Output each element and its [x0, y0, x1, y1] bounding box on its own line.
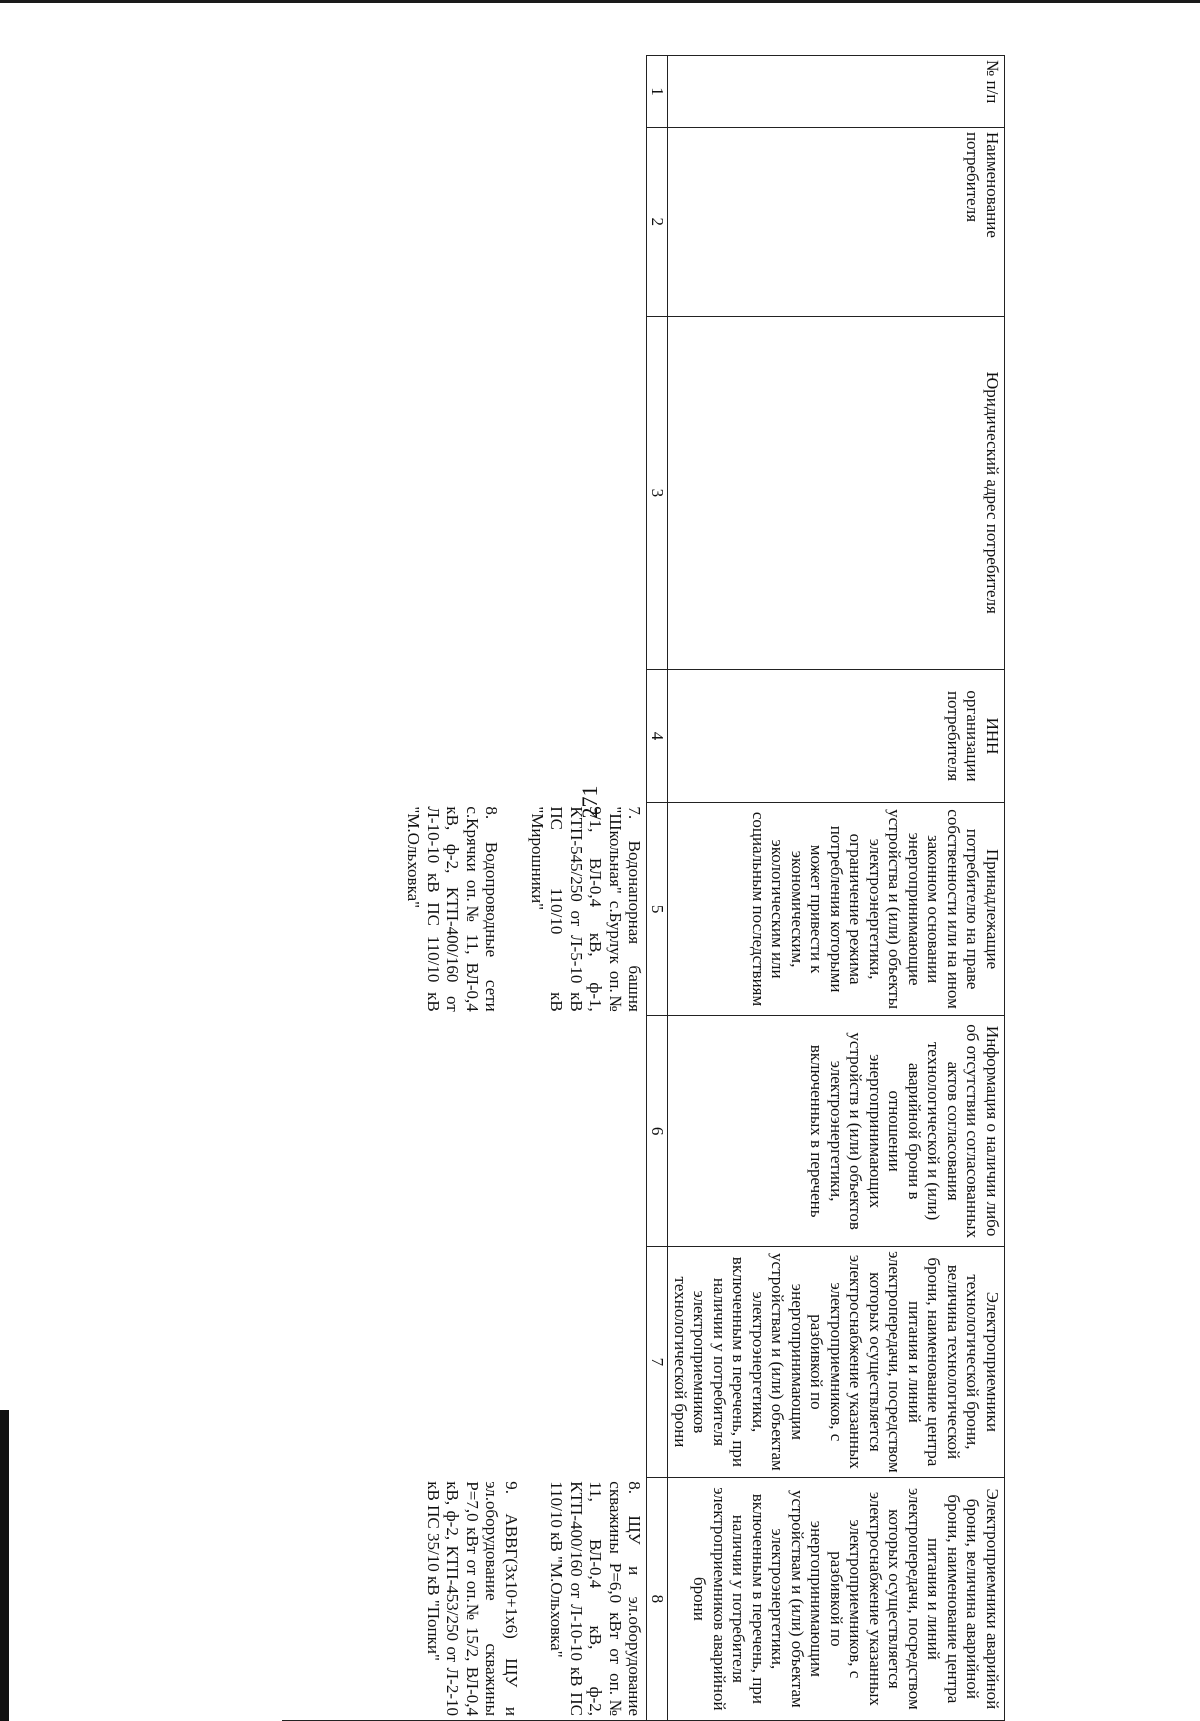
header-emergency-reserve: Электроприемники аварийной брони, величина аварийной брони, наименование центра питания и линий электропередачи, посредством которых осуществляется электроснабжение указанных электроприемников, с разбивкой по энергопринимающим устройствам и (или) объектам электроэнергетики, включенным в перечень, при наличии у потребителя электроприемников аварийной брони: [668, 1477, 1005, 1720]
cell-empty: [283, 1016, 648, 1247]
cell-empty: [283, 56, 648, 128]
header-legal-address: Юридический адрес потребителя: [668, 316, 1005, 670]
column-number: 5: [647, 802, 668, 1015]
cell-emergency-reserve: [283, 1477, 648, 1720]
cell-empty: [283, 670, 648, 803]
column-number: 2: [647, 127, 668, 316]
cell-empty: [283, 316, 648, 670]
device-entry: 8. Водопроводные сети с.Крячки оп.№ 11, ВЛ-0,4 кВ, ф-2, КТП-400/160 от Л-10-10 кВ ПС 110/10 кВ "М.Ольховка": [404, 806, 502, 1012]
consumer-table: [283, 55, 1006, 1721]
scan-left-edge: [0, 1410, 9, 1721]
header-devices: Принадлежащие потребителю на праве собственности или на ином законном основании энергопринимающие устройства и (или) объекты электроэнергетики, ограничение режима потребления которыми может привести к экономическим, экологическим или социальным последствиям: [668, 802, 1005, 1015]
column-number: 1: [647, 56, 668, 128]
scan-top-edge: [0, 0, 1200, 3]
header-consumer-name: Наименование потребителя: [668, 127, 1005, 316]
cell-empty: [283, 1247, 648, 1478]
device-entry: 7. Водонапорная башня "Школьная" с.Бурлук оп.№ 9/1, ВЛ-0,4 кВ, ф-1, КТП-545/250 от Л-5-10 кВ ПС 110/10 кВ "Мирошники": [528, 806, 645, 1012]
column-number-row: [647, 56, 668, 1721]
column-number: 3: [647, 316, 668, 670]
column-number: 8: [647, 1477, 668, 1720]
reserve-entry: 9. АВВГ(3х10+1х6) ЩУ и эл.оборудование скважины Р=7,0 кВт от оп.№ 15/2, ВЛ-0,4 кВ, ф-2, КТП-453/250 от Л-2-10 кВ ПС 35/10 кВ "Попки": [424, 1481, 521, 1716]
header-inn: ИНН организации потребителя: [668, 670, 1005, 803]
table-row: [283, 56, 648, 1721]
cell-empty: [283, 127, 648, 316]
reserve-entry: 8. ЩУ и эл.оборудование скважины Р=6,0 кВт от оп.№ 11, ВЛ-0,4 кВ, ф-2, КТП-400/160 от Л-10-10 кВ ПС 110/10 кВ "М.Ольховка": [547, 1481, 645, 1716]
cell-devices: [283, 802, 648, 1015]
header-agreement-info: Информация о наличии либо об отсутствии согласованных актов согласования технологической и (или) аварийной брони в отношении энергопринимающих устройств и (или) объектов электроэнергетики, включенных в перечень: [668, 1016, 1005, 1247]
header-technological-reserve: Электроприемники технологической брони, величина технологической брони, наименование центра питания и линий электропередачи, посредством которых осуществляется электроснабжение указанных электроприемников, с разбивкой по энергопринимающим устройствам и (или) объектам электроэнергетики, включенным в перечень, при наличии у потребителя электроприемников технологической брони: [668, 1247, 1005, 1478]
header-number: № п/п: [668, 56, 1005, 128]
rotated-table-container: [155, 55, 1005, 1721]
page-number: 271: [577, 785, 602, 819]
header-row: [668, 56, 1005, 1721]
column-number: 7: [647, 1247, 668, 1478]
column-number: 4: [647, 670, 668, 803]
column-number: 6: [647, 1016, 668, 1247]
